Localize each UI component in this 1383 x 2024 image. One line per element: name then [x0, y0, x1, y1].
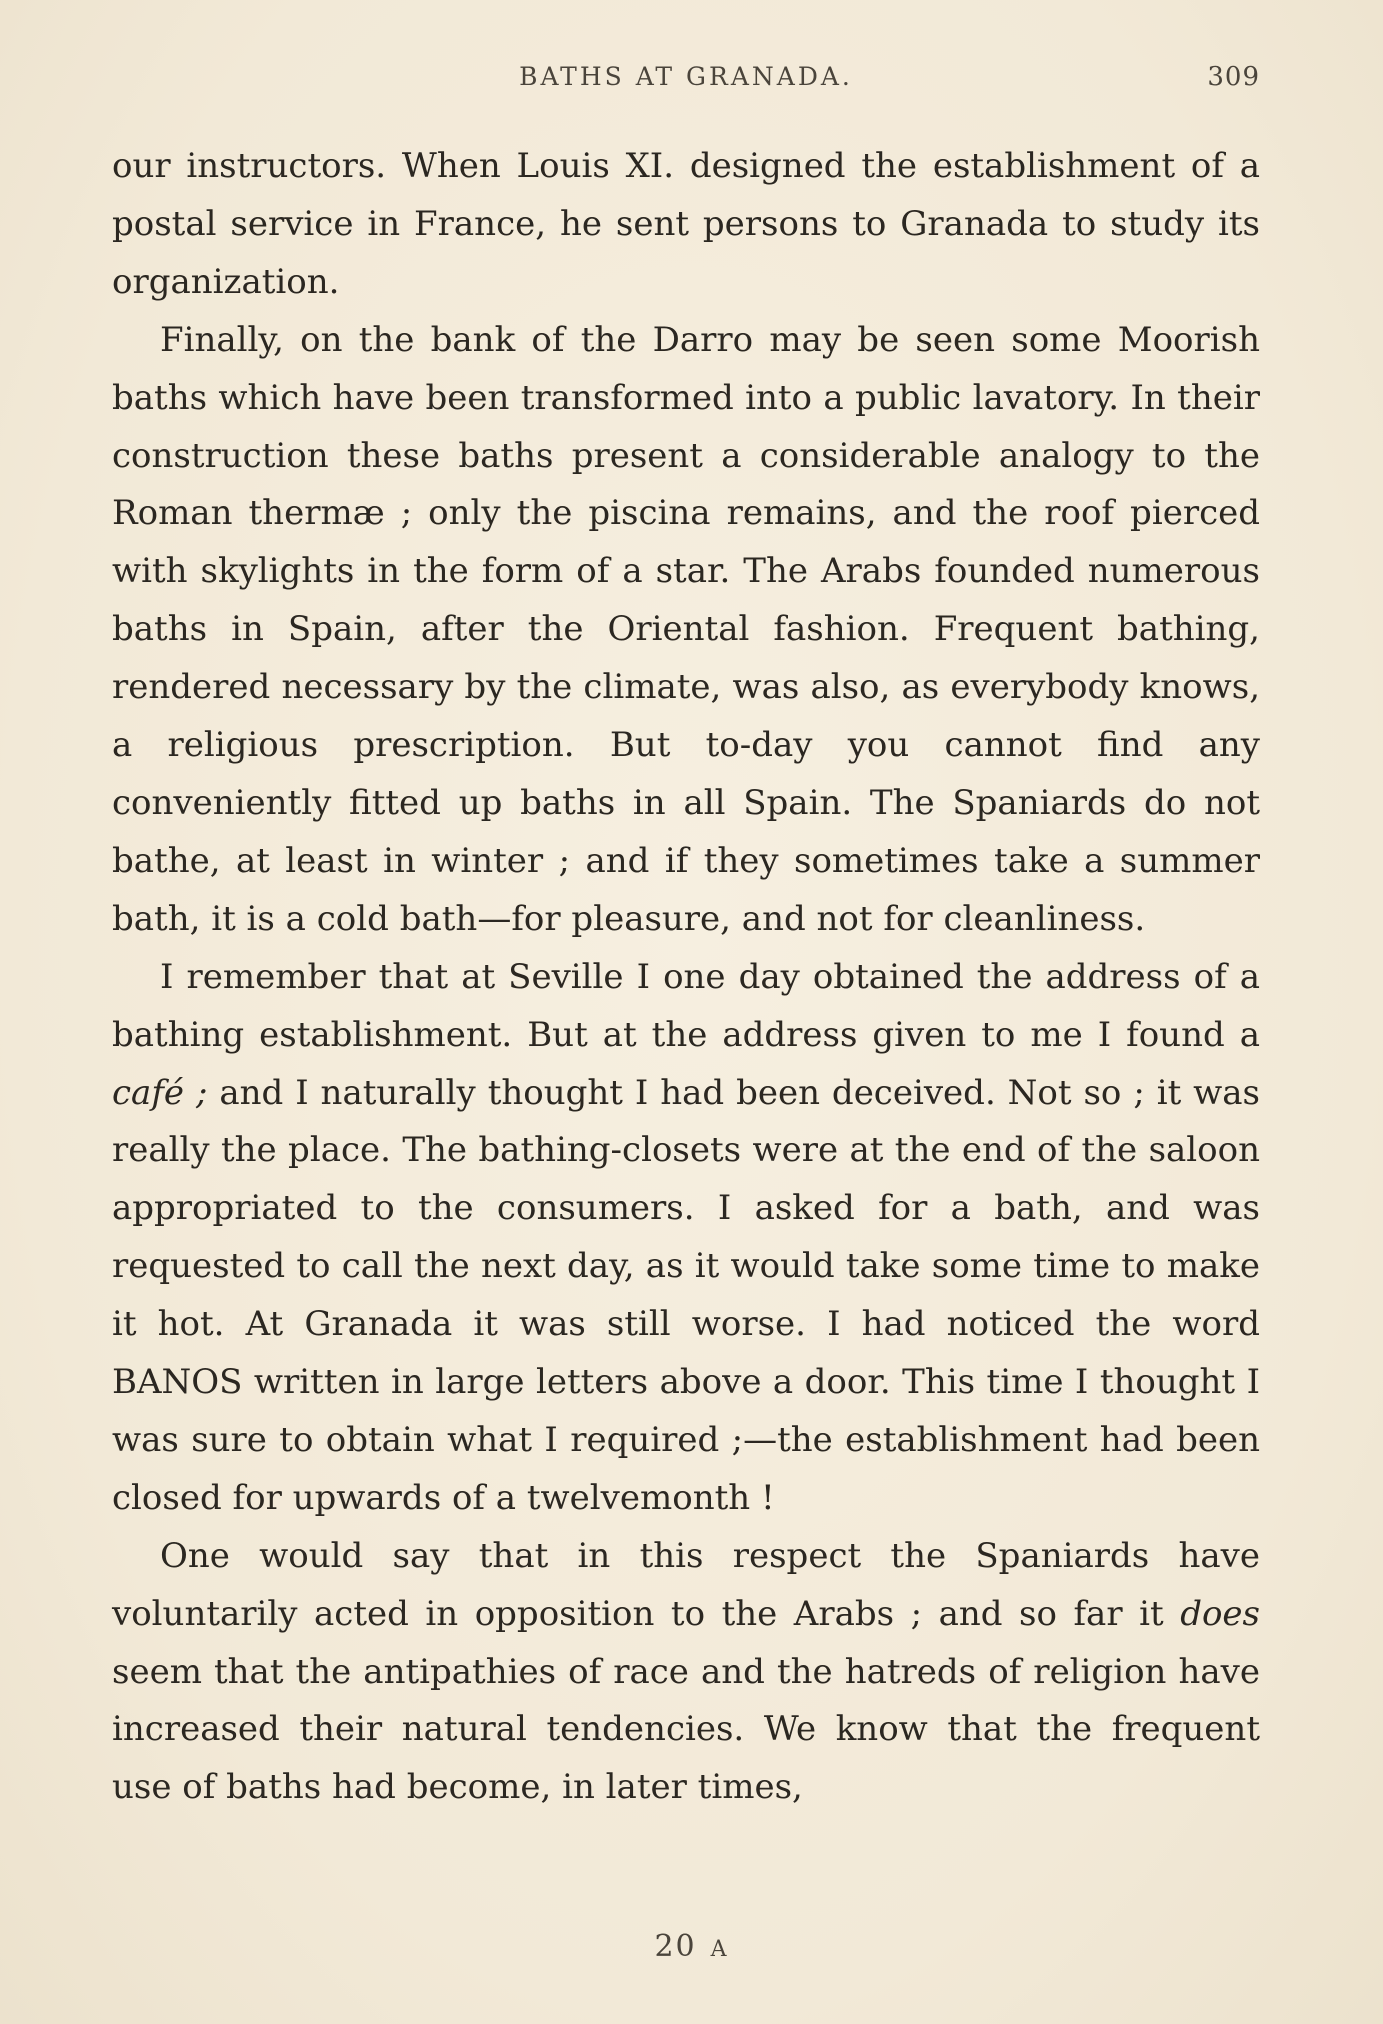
body-text — [112, 138, 1260, 1817]
page-header — [112, 62, 1260, 102]
paragraph-text: our instructors. When Louis XI. designed the establishment of a postal service in France, he sent persons to Granada to study its organization. — [112, 146, 1260, 302]
page-number: 309 — [1207, 62, 1260, 92]
paragraph — [112, 1528, 1260, 1818]
italic-text: does — [1180, 1593, 1260, 1634]
running-title: BATHS AT GRANADA. — [519, 62, 853, 91]
paragraph-text: Finally, on the bank of the Darro may be seen some Moorish baths which have been transformed into a public lavatory. In their construction these baths present a considerable analogy to the Roman thermæ ; only the piscina remains, and the roof pierced with skylights in the form of a star. The Arabs founded numerous baths in Spain, after the Oriental fashion. Frequent bathing, rendered necessary by the climate, was also, as everybody knows, a religious prescription. But to-day you cannot find any conveniently fitted up baths in all Spain. The Spaniards do not bathe, at least in winter ; and if they sometimes take a summer bath, it is a cold bath—for pleasure, and not for cleanliness. — [112, 319, 1260, 939]
signature-letter: A — [710, 1937, 729, 1962]
paragraph-text: seem that the antipathies of race and the hatreds of religion have increased their natural tendencies. We know that the frequent use of baths had become, in later times, — [112, 1651, 1260, 1808]
paragraph-text: One would say that in this respect the Spaniards have voluntarily acted in opposition to the Arabs ; and so far it — [112, 1535, 1260, 1634]
paragraph-text: and I naturally thought I had been deceived. Not so ; it was really the place. The bathing-closets were at the end of the saloon appropriated to the consumers. I asked for a bath, and was requested to call the next day, as it would take some time to make it hot. At Granada it was still worse. I had noticed the word BANOS written in large letters above a door. This time I thought I was sure to obtain what I required ;—the establishment had been closed for upwards of a twelvemonth ! — [112, 1072, 1261, 1518]
paragraph — [112, 312, 1260, 949]
paragraph — [112, 949, 1260, 1528]
signature-mark — [0, 1929, 1383, 1964]
signature-number: 20 — [654, 1929, 697, 1964]
paragraph-text: I remember that at Seville I one day obtained the address of a bathing establishment. But at the address given to me I found a — [112, 956, 1260, 1055]
italic-text: café ; — [112, 1072, 208, 1113]
paragraph — [112, 138, 1260, 312]
